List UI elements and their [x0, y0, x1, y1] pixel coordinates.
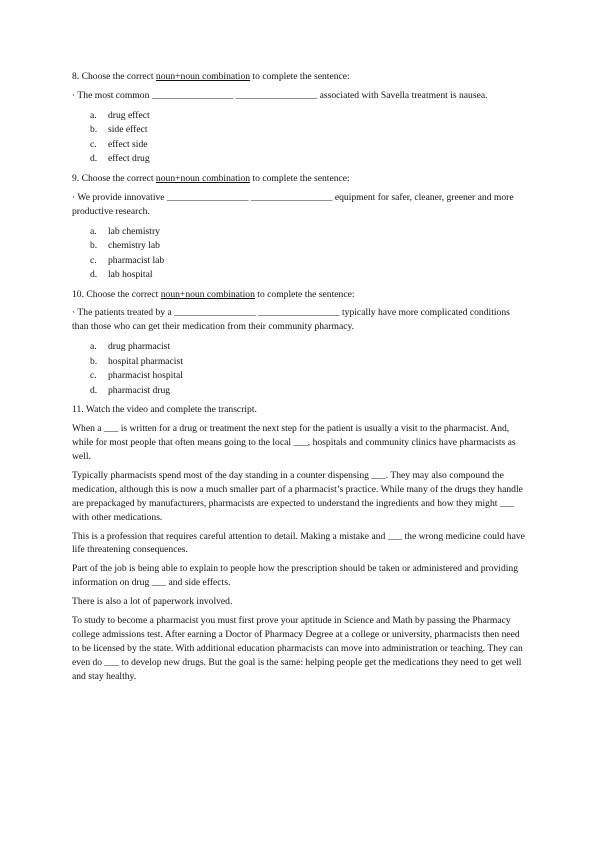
option-item — [90, 268, 528, 283]
option-letter: b. — [90, 240, 98, 252]
question-11-heading: 11. Watch the video and complete the transcript. — [72, 404, 257, 416]
option-item — [90, 123, 528, 138]
option-letter: b. — [90, 355, 98, 367]
question-9-heading-post: to complete the sentence: — [250, 172, 350, 184]
option-text: pharmacist lab — [108, 254, 165, 266]
transcript-paragraph: To study to become a pharmacist you must first prove your aptitude in Science and Math by passing the Pharmacy college admissions test. After earning a Doctor of Pharmacy Degree at a college or university, pharmacists then need to be licensed by the state. With additional education pharmacists can move into administration or teaching. They can even do ___ to develop new drugs. But the goal is the same: helping people get the medications they need to get well and stay healthy. — [72, 615, 523, 682]
option-letter: d. — [90, 384, 98, 396]
option-letter: a. — [90, 109, 97, 121]
question-10-options — [90, 340, 528, 398]
option-item — [90, 340, 528, 355]
option-item — [90, 369, 528, 384]
question-9 — [72, 172, 528, 283]
question-9-heading-underlined: noun+noun combination — [155, 172, 251, 184]
option-item — [90, 254, 528, 269]
option-letter: b. — [90, 124, 98, 136]
question-10 — [72, 288, 528, 399]
transcript-paragraph: When a ___ is written for a drug or treatment the next step for the patient is usually a visit to the pharmacist. And, while for most people that often means going to the local ___, hospitals and community clinics have pharmacists as well. — [72, 423, 516, 462]
option-item — [90, 138, 528, 153]
question-10-heading — [72, 288, 528, 302]
question-8-stem: · The most common _________________ _________________ associated with Savella treatment is nausea. — [72, 89, 488, 101]
option-letter: a. — [90, 341, 97, 353]
option-letter: d. — [90, 153, 98, 165]
option-text: hospital pharmacist — [108, 355, 183, 367]
option-letter: c. — [90, 254, 97, 266]
question-8 — [72, 70, 528, 167]
option-text: effect side — [108, 138, 148, 150]
question-10-stem: · The patients treated by a _________________ _________________ typically have more complicated conditions than those who can get their medication from their community pharmacy. — [72, 307, 510, 333]
option-text: drug effect — [108, 109, 150, 121]
option-letter: d. — [90, 269, 98, 281]
transcript-paragraph: This is a profession that requires careful attention to detail. Making a mistake and ___ the wrong medicine could have life threatening consequences. — [72, 530, 525, 556]
question-8-heading-underlined: noun+noun combination — [155, 71, 251, 82]
question-10-heading-underlined: noun+noun combination — [160, 288, 255, 300]
option-text: chemistry lab — [108, 240, 160, 252]
transcript-paragraph: Typically pharmacists spend most of the day standing in a counter dispensing ___. They may also compound the medication, although this is now a much smaller part of a pharmacist’s practice. While many of the drugs they handle are prepackaged by manufacturers, pharmacists are expected to understand the ingredients and how they might ___ with other medications. — [72, 469, 523, 523]
question-8-heading — [72, 70, 528, 84]
transcript-paragraph: There is also a lot of paperwork involved. — [72, 596, 233, 608]
option-text: effect drug — [108, 153, 150, 165]
question-9-stem: · We provide innovative _________________ _________________ equipment for safer, cleaner, greener and more productive research. — [72, 191, 514, 217]
question-8-options — [90, 109, 528, 167]
option-text: drug pharmacist — [108, 341, 171, 353]
option-item — [90, 109, 528, 124]
question-8-heading-pre: 8. Choose the correct — [72, 71, 156, 82]
option-item — [90, 239, 528, 254]
option-letter: c. — [90, 138, 97, 150]
option-item — [90, 384, 528, 399]
document-content — [72, 70, 528, 689]
option-text: pharmacist drug — [108, 384, 171, 396]
option-item — [90, 152, 528, 167]
transcript-paragraph: Part of the job is being able to explain to people how the prescription should be taken or administered and providing information on drug ___ and side effects. — [72, 563, 519, 589]
question-9-options — [90, 225, 528, 283]
option-text: lab chemistry — [108, 225, 160, 237]
question-9-heading-pre: 9. Choose the correct — [72, 172, 156, 184]
question-10-heading-post: to complete the sentence: — [254, 288, 355, 300]
option-text: side effect — [108, 124, 148, 136]
option-letter: c. — [90, 370, 97, 382]
question-10-heading-pre: 10. Choose the correct — [72, 288, 161, 300]
question-9-heading — [72, 172, 528, 186]
option-text: pharmacist hospital — [108, 370, 183, 382]
question-11 — [72, 403, 528, 683]
question-8-heading-post: to complete the sentence: — [250, 71, 350, 82]
option-item — [90, 355, 528, 370]
option-text: lab hospital — [108, 269, 153, 281]
option-item — [90, 225, 528, 240]
option-letter: a. — [90, 225, 97, 237]
